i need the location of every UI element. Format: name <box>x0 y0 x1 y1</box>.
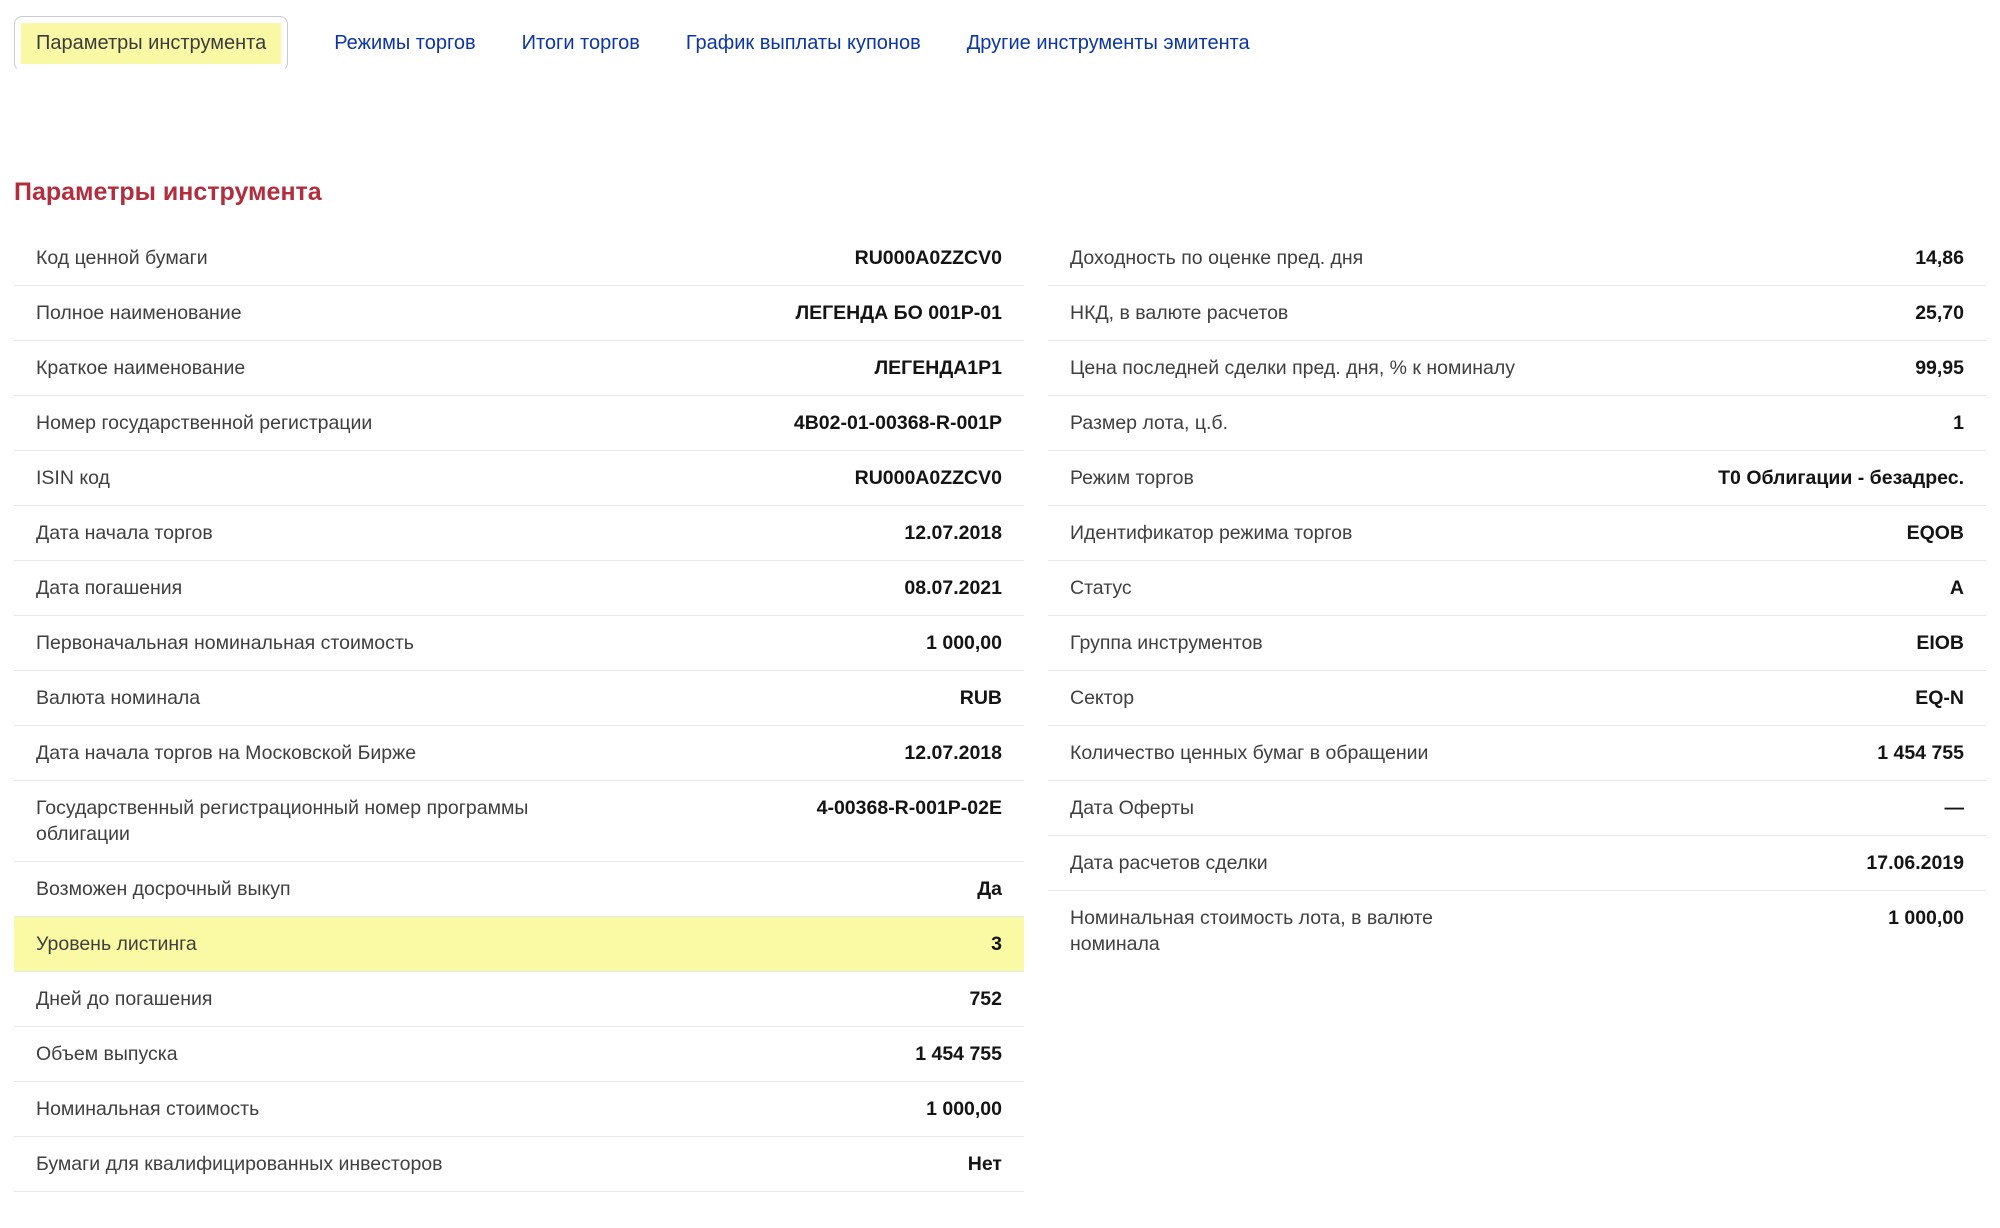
table-row <box>14 560 1024 615</box>
parameters-columns <box>14 231 1986 1192</box>
table-row <box>14 505 1024 560</box>
table-row <box>1048 340 1986 395</box>
row-label: НКД, в валюте расчетов <box>1070 302 1289 324</box>
row-label: Уровень листинга <box>36 933 197 955</box>
row-value: 4-00368-R-001P-02E <box>816 797 1002 819</box>
row-value: 12.07.2018 <box>904 522 1002 544</box>
table-row <box>14 861 1024 916</box>
row-label: Возможен досрочный выкуп <box>36 878 291 900</box>
table-row <box>14 340 1024 395</box>
row-label: Бумаги для квалифицированных инвесторов <box>36 1153 443 1175</box>
table-row <box>1048 780 1986 835</box>
row-value: 1 000,00 <box>926 632 1002 654</box>
row-label: Код ценной бумаги <box>36 247 208 269</box>
row-label: Первоначальная номинальная стоимость <box>36 632 414 654</box>
row-label: Сектор <box>1070 687 1135 709</box>
table-row <box>1048 395 1986 450</box>
table-row <box>1048 725 1986 780</box>
row-value: — <box>1944 797 1964 819</box>
table-row <box>1048 560 1986 615</box>
page-title: Параметры инструмента <box>14 178 322 206</box>
row-label: Доходность по оценке пред. дня <box>1070 247 1364 269</box>
row-value: 3 <box>991 933 1002 955</box>
row-value: 1 000,00 <box>926 1098 1002 1120</box>
tab-other-issuer-instruments[interactable]: Другие инструменты эмитента <box>966 31 1250 54</box>
row-label: Идентификатор режима торгов <box>1070 522 1353 544</box>
row-label: Дата начала торгов <box>36 522 213 544</box>
row-label: Группа инструментов <box>1070 632 1263 654</box>
table-row <box>14 725 1024 780</box>
table-row <box>14 670 1024 725</box>
row-label: Количество ценных бумаг в обращении <box>1070 742 1429 764</box>
row-value: Да <box>977 878 1002 900</box>
row-value: EQ-N <box>1915 687 1964 709</box>
row-label: Дата Оферты <box>1070 797 1195 819</box>
row-value: 99,95 <box>1915 357 1964 379</box>
table-row <box>1048 450 1986 505</box>
table-row <box>14 1136 1024 1191</box>
table-row <box>1048 835 1986 890</box>
tab-instrument-parameters-label: Параметры инструмента <box>21 23 281 64</box>
row-value: 752 <box>969 988 1002 1010</box>
table-row <box>14 285 1024 340</box>
row-label: Статус <box>1070 577 1132 599</box>
row-value: 1 000,00 <box>1888 907 1964 929</box>
row-value: RU000A0ZZCV0 <box>854 247 1002 269</box>
row-label: Полное наименование <box>36 302 242 324</box>
row-label: Валюта номинала <box>36 687 201 709</box>
parameters-table-left <box>14 231 1024 1192</box>
row-label: Государственный регистрационный номер программы облигации <box>36 797 529 845</box>
row-value: EIOB <box>1916 632 1964 654</box>
row-value: EQOB <box>1906 522 1964 544</box>
row-value: A <box>1949 577 1964 599</box>
row-value: 14,86 <box>1915 247 1964 269</box>
row-value: 08.07.2021 <box>904 577 1002 599</box>
table-row <box>14 231 1024 285</box>
table-row <box>1048 231 1986 285</box>
row-label: Режим торгов <box>1070 467 1194 489</box>
table-row <box>1048 615 1986 670</box>
row-value: RU000A0ZZCV0 <box>854 467 1002 489</box>
tab-instrument-parameters[interactable] <box>14 16 288 71</box>
row-value: ЛЕГЕНДА1Р1 <box>874 357 1002 379</box>
table-row <box>14 1081 1024 1136</box>
row-label: Номинальная стоимость лота, в валюте номинала <box>1070 907 1433 955</box>
table-row <box>14 1026 1024 1081</box>
table-row <box>14 395 1024 450</box>
row-value: RUB <box>959 687 1002 709</box>
row-value: 25,70 <box>1915 302 1964 324</box>
tab-trading-modes[interactable]: Режимы торгов <box>334 31 476 54</box>
row-label: Дата начала торгов на Московской Бирже <box>36 742 417 764</box>
row-value: Т0 Облигации - безадрес. <box>1718 467 1964 489</box>
row-value: Нет <box>967 1153 1002 1175</box>
row-label: Дата погашения <box>36 577 183 599</box>
table-row <box>1048 285 1986 340</box>
row-label: Краткое наименование <box>36 357 246 379</box>
row-label: Номер государственной регистрации <box>36 412 373 434</box>
row-value: 17.06.2019 <box>1866 852 1964 874</box>
table-row <box>14 780 1024 861</box>
row-label: Номинальная стоимость <box>36 1098 260 1120</box>
table-row <box>14 615 1024 670</box>
row-value: 12.07.2018 <box>904 742 1002 764</box>
row-label: Дней до погашения <box>36 988 213 1010</box>
row-label: Размер лота, ц.б. <box>1070 412 1229 434</box>
tab-trading-results[interactable]: Итоги торгов <box>521 31 640 54</box>
table-row <box>1048 505 1986 560</box>
row-value: 1 454 755 <box>915 1043 1002 1065</box>
row-label: Дата расчетов сделки <box>1070 852 1268 874</box>
table-row <box>1048 890 1986 971</box>
tab-coupon-payment-schedule[interactable]: График выплаты купонов <box>685 31 921 54</box>
row-value: 1 <box>1953 412 1964 434</box>
table-row <box>1048 670 1986 725</box>
table-row-highlighted <box>14 916 1024 971</box>
table-row <box>14 450 1024 505</box>
row-value: 1 454 755 <box>1877 742 1964 764</box>
table-row <box>14 971 1024 1026</box>
row-value: ЛЕГЕНДА БО 001Р-01 <box>795 302 1002 324</box>
parameters-table-right <box>1048 231 1986 1192</box>
row-label: ISIN код <box>36 467 110 489</box>
row-value: 4B02-01-00368-R-001P <box>793 412 1002 434</box>
row-label: Цена последней сделки пред. дня, % к номиналу <box>1070 357 1516 379</box>
row-label: Объем выпуска <box>36 1043 178 1065</box>
tab-bar <box>0 0 2000 74</box>
